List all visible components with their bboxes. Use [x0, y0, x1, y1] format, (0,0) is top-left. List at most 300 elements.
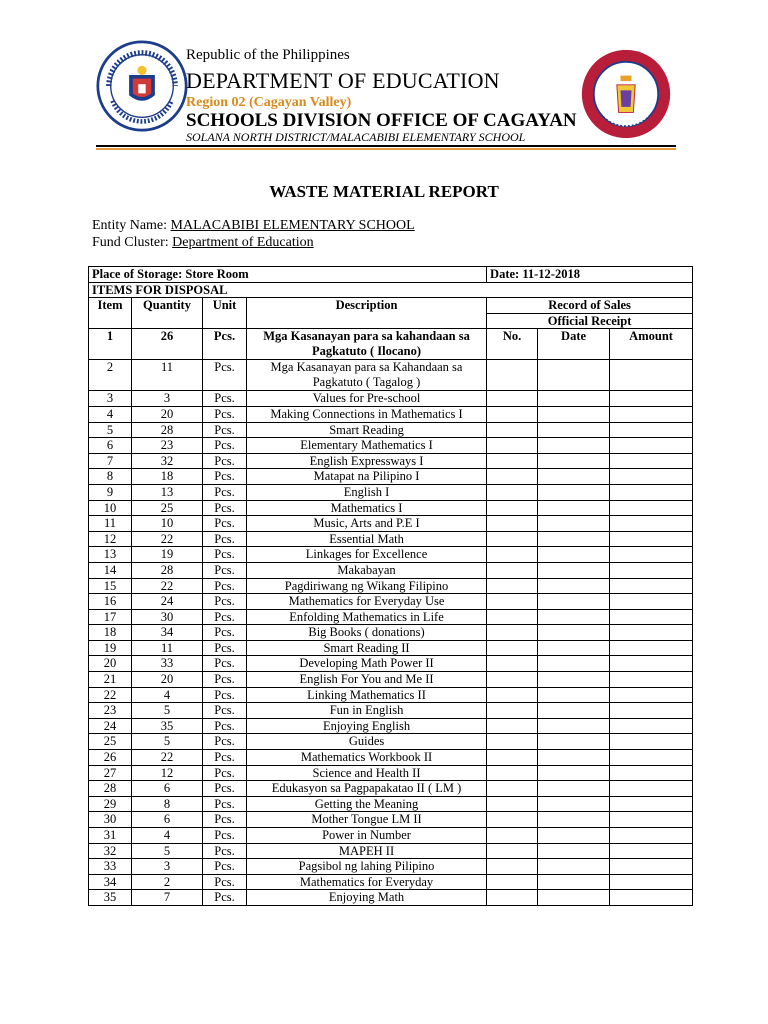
- item-description: Values for Pre-school: [247, 391, 487, 407]
- table-row: [89, 469, 693, 485]
- receipt-amount-cell: [610, 843, 693, 859]
- table-row: [89, 422, 693, 438]
- table-row: [89, 672, 693, 688]
- item-quantity: 4: [132, 687, 203, 703]
- item-unit: Pcs.: [203, 843, 247, 859]
- table-row: [89, 391, 693, 407]
- item-description: Fun in English: [247, 703, 487, 719]
- item-description: English Expressways I: [247, 453, 487, 469]
- receipt-no-cell: [487, 874, 538, 890]
- receipt-date-cell: [538, 562, 610, 578]
- receipt-amount-cell: [610, 890, 693, 906]
- fund-value: Department of Education: [172, 235, 314, 250]
- table-row: [89, 547, 693, 563]
- item-quantity: 3: [132, 859, 203, 875]
- item-quantity: 13: [132, 484, 203, 500]
- item-description: Power in Number: [247, 828, 487, 844]
- item-number: 9: [89, 484, 132, 500]
- item-quantity: 7: [132, 890, 203, 906]
- item-description: Smart Reading II: [247, 640, 487, 656]
- item-number: 29: [89, 796, 132, 812]
- receipt-no-cell: [487, 843, 538, 859]
- receipt-no-cell: [487, 360, 538, 391]
- receipt-no-cell: [487, 422, 538, 438]
- table-row: [89, 765, 693, 781]
- item-unit: Pcs.: [203, 329, 247, 360]
- receipt-no-cell: [487, 391, 538, 407]
- item-number: 24: [89, 718, 132, 734]
- receipt-amount-cell: [610, 453, 693, 469]
- receipt-date-cell: [538, 843, 610, 859]
- receipt-date-cell: [538, 812, 610, 828]
- table-row: [89, 609, 693, 625]
- item-unit: Pcs.: [203, 703, 247, 719]
- table-row: [89, 578, 693, 594]
- header-date: Date: [538, 329, 610, 360]
- item-quantity: 11: [132, 640, 203, 656]
- item-description: MAPEH II: [247, 843, 487, 859]
- item-quantity: 2: [132, 874, 203, 890]
- item-description: Elementary Mathematics I: [247, 438, 487, 454]
- header-amount: Amount: [610, 329, 693, 360]
- school-line: SOLANA NORTH DISTRICT/MALACABIBI ELEMENTARY SCHOOL: [186, 130, 526, 144]
- receipt-amount-cell: [610, 796, 693, 812]
- item-number: 14: [89, 562, 132, 578]
- item-description: Pagdiriwang ng Wikang Filipino: [247, 578, 487, 594]
- receipt-no-cell: [487, 718, 538, 734]
- item-unit: Pcs.: [203, 640, 247, 656]
- receipt-date-cell: [538, 406, 610, 422]
- receipt-no-cell: [487, 562, 538, 578]
- item-number: 2: [89, 360, 132, 391]
- table-row: [89, 750, 693, 766]
- item-unit: Pcs.: [203, 874, 247, 890]
- receipt-amount-cell: [610, 422, 693, 438]
- item-unit: Pcs.: [203, 718, 247, 734]
- fund-cluster: [92, 235, 314, 251]
- receipt-date-cell: [538, 828, 610, 844]
- item-description: Mother Tongue LM II: [247, 812, 487, 828]
- item-description: Mathematics Workbook II: [247, 750, 487, 766]
- receipt-date-cell: [538, 796, 610, 812]
- table-row: [89, 484, 693, 500]
- receipt-date-cell: [538, 609, 610, 625]
- item-unit: Pcs.: [203, 469, 247, 485]
- receipt-date-cell: [538, 734, 610, 750]
- receipt-amount-cell: [610, 687, 693, 703]
- table-row: [89, 531, 693, 547]
- item-number: 4: [89, 406, 132, 422]
- item-quantity: 8: [132, 796, 203, 812]
- table-row: [89, 406, 693, 422]
- item-description: Enjoying Math: [247, 890, 487, 906]
- item-unit: Pcs.: [203, 484, 247, 500]
- item-description: Mathematics I: [247, 500, 487, 516]
- item-description: Mathematics for Everyday: [247, 874, 487, 890]
- receipt-amount-cell: [610, 547, 693, 563]
- item-quantity: 34: [132, 625, 203, 641]
- item-description: Linking Mathematics II: [247, 687, 487, 703]
- receipt-amount-cell: [610, 640, 693, 656]
- receipt-no-cell: [487, 500, 538, 516]
- item-quantity: 18: [132, 469, 203, 485]
- receipt-date-cell: [538, 765, 610, 781]
- item-number: 11: [89, 516, 132, 532]
- receipt-date-cell: [538, 500, 610, 516]
- item-quantity: 20: [132, 406, 203, 422]
- receipt-no-cell: [487, 812, 538, 828]
- item-unit: Pcs.: [203, 531, 247, 547]
- item-description: Makabayan: [247, 562, 487, 578]
- item-unit: Pcs.: [203, 562, 247, 578]
- item-quantity: 19: [132, 547, 203, 563]
- table-row: [89, 703, 693, 719]
- item-number: 23: [89, 703, 132, 719]
- item-unit: Pcs.: [203, 781, 247, 797]
- item-quantity: 24: [132, 594, 203, 610]
- receipt-amount-cell: [610, 578, 693, 594]
- receipt-no-cell: [487, 765, 538, 781]
- table-row: [89, 781, 693, 797]
- table-row: [89, 516, 693, 532]
- item-unit: Pcs.: [203, 734, 247, 750]
- item-unit: Pcs.: [203, 656, 247, 672]
- receipt-date-cell: [538, 625, 610, 641]
- receipt-amount-cell: [610, 718, 693, 734]
- item-quantity: 6: [132, 781, 203, 797]
- receipt-no-cell: [487, 859, 538, 875]
- receipt-date-cell: [538, 453, 610, 469]
- item-description: Essential Math: [247, 531, 487, 547]
- receipt-no-cell: [487, 469, 538, 485]
- item-number: 10: [89, 500, 132, 516]
- item-number: 21: [89, 672, 132, 688]
- header-unit: Unit: [203, 298, 247, 329]
- receipt-no-cell: [487, 406, 538, 422]
- item-number: 7: [89, 453, 132, 469]
- item-number: 1: [89, 329, 132, 360]
- item-number: 6: [89, 438, 132, 454]
- report-date: Date: 11-12-2018: [487, 267, 693, 283]
- department-name: DEPARTMENT OF EDUCATION: [186, 68, 500, 93]
- item-quantity: 33: [132, 656, 203, 672]
- item-description: Pagsibol ng lahing Pilipino: [247, 859, 487, 875]
- receipt-date-cell: [538, 516, 610, 532]
- receipt-no-cell: [487, 516, 538, 532]
- item-quantity: 11: [132, 360, 203, 391]
- item-description: Linkages for Excellence: [247, 547, 487, 563]
- table-row: [89, 329, 693, 360]
- receipt-no-cell: [487, 687, 538, 703]
- receipt-date-cell: [538, 781, 610, 797]
- item-quantity: 4: [132, 828, 203, 844]
- item-quantity: 12: [132, 765, 203, 781]
- receipt-amount-cell: [610, 484, 693, 500]
- receipt-amount-cell: [610, 874, 693, 890]
- receipt-amount-cell: [610, 438, 693, 454]
- item-quantity: 10: [132, 516, 203, 532]
- item-quantity: 22: [132, 578, 203, 594]
- item-unit: Pcs.: [203, 438, 247, 454]
- item-number: 20: [89, 656, 132, 672]
- receipt-date-cell: [538, 687, 610, 703]
- receipt-amount-cell: [610, 531, 693, 547]
- receipt-date-cell: [538, 578, 610, 594]
- table-row: [89, 594, 693, 610]
- item-unit: Pcs.: [203, 796, 247, 812]
- receipt-date-cell: [538, 438, 610, 454]
- receipt-amount-cell: [610, 812, 693, 828]
- item-quantity: 28: [132, 422, 203, 438]
- receipt-amount-cell: [610, 859, 693, 875]
- report-title: WASTE MATERIAL REPORT: [269, 182, 499, 201]
- header-quantity: Quantity: [132, 298, 203, 329]
- table-row: [89, 360, 693, 391]
- item-unit: Pcs.: [203, 765, 247, 781]
- receipt-amount-cell: [610, 391, 693, 407]
- item-unit: Pcs.: [203, 687, 247, 703]
- item-quantity: 35: [132, 718, 203, 734]
- item-unit: Pcs.: [203, 500, 247, 516]
- item-description: Smart Reading: [247, 422, 487, 438]
- receipt-date-cell: [538, 890, 610, 906]
- item-unit: Pcs.: [203, 516, 247, 532]
- table-row: [89, 438, 693, 454]
- receipt-date-cell: [538, 718, 610, 734]
- item-description: Making Connections in Mathematics I: [247, 406, 487, 422]
- receipt-date-cell: [538, 531, 610, 547]
- item-number: 5: [89, 422, 132, 438]
- item-unit: Pcs.: [203, 422, 247, 438]
- header-rule: [96, 145, 676, 147]
- item-unit: Pcs.: [203, 406, 247, 422]
- items-for-disposal-label: ITEMS FOR DISPOSAL: [89, 282, 693, 298]
- receipt-amount-cell: [610, 625, 693, 641]
- item-quantity: 20: [132, 672, 203, 688]
- receipt-amount-cell: [610, 406, 693, 422]
- item-unit: Pcs.: [203, 547, 247, 563]
- receipt-date-cell: [538, 360, 610, 391]
- table-row: [89, 796, 693, 812]
- receipt-date-cell: [538, 859, 610, 875]
- item-quantity: 5: [132, 734, 203, 750]
- table-row: [89, 562, 693, 578]
- receipt-date-cell: [538, 391, 610, 407]
- receipt-amount-cell: [610, 516, 693, 532]
- item-number: 35: [89, 890, 132, 906]
- header-record-of-sales: Record of Sales: [487, 298, 693, 314]
- item-quantity: 23: [132, 438, 203, 454]
- receipt-date-cell: [538, 656, 610, 672]
- item-description: Mga Kasanayan para sa kahandaan sa Pagkatuto ( Ilocano): [247, 329, 487, 360]
- table-row: [89, 453, 693, 469]
- item-quantity: 5: [132, 843, 203, 859]
- receipt-amount-cell: [610, 765, 693, 781]
- item-description: Mathematics for Everyday Use: [247, 594, 487, 610]
- receipt-amount-cell: [610, 469, 693, 485]
- receipt-no-cell: [487, 796, 538, 812]
- region-line: Region 02 (Cagayan Valley): [186, 95, 352, 110]
- receipt-no-cell: [487, 703, 538, 719]
- receipt-amount-cell: [610, 562, 693, 578]
- table-row: [89, 874, 693, 890]
- entity-name: [92, 218, 415, 234]
- receipt-amount-cell: [610, 500, 693, 516]
- item-number: 27: [89, 765, 132, 781]
- item-unit: Pcs.: [203, 609, 247, 625]
- item-quantity: 6: [132, 812, 203, 828]
- item-quantity: 25: [132, 500, 203, 516]
- item-number: 18: [89, 625, 132, 641]
- item-number: 28: [89, 781, 132, 797]
- item-number: 13: [89, 547, 132, 563]
- receipt-date-cell: [538, 594, 610, 610]
- receipt-no-cell: [487, 547, 538, 563]
- receipt-no-cell: [487, 750, 538, 766]
- header-no: No.: [487, 329, 538, 360]
- item-number: 17: [89, 609, 132, 625]
- item-number: 26: [89, 750, 132, 766]
- receipt-amount-cell: [610, 828, 693, 844]
- receipt-date-cell: [538, 547, 610, 563]
- receipt-amount-cell: [610, 672, 693, 688]
- item-number: 31: [89, 828, 132, 844]
- entity-label: Entity Name:: [92, 218, 168, 233]
- item-description: Big Books ( donations): [247, 625, 487, 641]
- item-number: 32: [89, 843, 132, 859]
- receipt-no-cell: [487, 828, 538, 844]
- header-description: Description: [247, 298, 487, 329]
- deped-seal-icon: [96, 40, 188, 132]
- item-description: Science and Health II: [247, 765, 487, 781]
- item-unit: Pcs.: [203, 391, 247, 407]
- receipt-date-cell: [538, 703, 610, 719]
- item-number: 19: [89, 640, 132, 656]
- item-number: 16: [89, 594, 132, 610]
- item-number: 15: [89, 578, 132, 594]
- receipt-no-cell: [487, 890, 538, 906]
- receipt-no-cell: [487, 438, 538, 454]
- item-description: English I: [247, 484, 487, 500]
- item-description: Getting the Meaning: [247, 796, 487, 812]
- receipt-no-cell: [487, 656, 538, 672]
- receipt-date-cell: [538, 640, 610, 656]
- receipt-no-cell: [487, 625, 538, 641]
- entity-value: MALACABIBI ELEMENTARY SCHOOL: [170, 218, 415, 233]
- item-unit: Pcs.: [203, 812, 247, 828]
- item-number: 30: [89, 812, 132, 828]
- republic-line: Republic of the Philippines: [186, 47, 350, 63]
- item-unit: Pcs.: [203, 890, 247, 906]
- receipt-amount-cell: [610, 703, 693, 719]
- division-seal-icon: [580, 48, 672, 140]
- item-number: 22: [89, 687, 132, 703]
- item-unit: Pcs.: [203, 625, 247, 641]
- receipt-no-cell: [487, 609, 538, 625]
- waste-material-table: [88, 266, 693, 906]
- item-quantity: 22: [132, 750, 203, 766]
- receipt-amount-cell: [610, 781, 693, 797]
- table-row: [89, 734, 693, 750]
- item-description: Mga Kasanayan para sa Kahandaan sa Pagkatuto ( Tagalog ): [247, 360, 487, 391]
- table-row: [89, 640, 693, 656]
- receipt-date-cell: [538, 750, 610, 766]
- table-row: [89, 656, 693, 672]
- item-quantity: 32: [132, 453, 203, 469]
- table-row: [89, 500, 693, 516]
- item-number: 3: [89, 391, 132, 407]
- item-number: 34: [89, 874, 132, 890]
- item-description: Enjoying English: [247, 718, 487, 734]
- item-description: Music, Arts and P.E I: [247, 516, 487, 532]
- table-row: [89, 625, 693, 641]
- item-unit: Pcs.: [203, 672, 247, 688]
- item-quantity: 30: [132, 609, 203, 625]
- fund-label: Fund Cluster:: [92, 235, 169, 250]
- receipt-amount-cell: [610, 734, 693, 750]
- table-row: [89, 890, 693, 906]
- item-number: 12: [89, 531, 132, 547]
- receipt-date-cell: [538, 672, 610, 688]
- item-number: 8: [89, 469, 132, 485]
- table-row: [89, 718, 693, 734]
- item-description: Edukasyon sa Pagpapakatao II ( LM ): [247, 781, 487, 797]
- item-description: Guides: [247, 734, 487, 750]
- receipt-no-cell: [487, 578, 538, 594]
- table-row: [89, 687, 693, 703]
- item-unit: Pcs.: [203, 453, 247, 469]
- table-row: [89, 843, 693, 859]
- item-number: 25: [89, 734, 132, 750]
- item-description: Matapat na Pilipino I: [247, 469, 487, 485]
- division-office-name: SCHOOLS DIVISION OFFICE OF CAGAYAN: [186, 110, 577, 131]
- header-item: Item: [89, 298, 132, 329]
- item-description: English For You and Me II: [247, 672, 487, 688]
- receipt-date-cell: [538, 484, 610, 500]
- item-number: 33: [89, 859, 132, 875]
- item-description: Enfolding Mathematics in Life: [247, 609, 487, 625]
- item-unit: Pcs.: [203, 578, 247, 594]
- receipt-amount-cell: [610, 750, 693, 766]
- item-quantity: 3: [132, 391, 203, 407]
- receipt-date-cell: [538, 874, 610, 890]
- receipt-no-cell: [487, 484, 538, 500]
- item-unit: Pcs.: [203, 828, 247, 844]
- receipt-no-cell: [487, 672, 538, 688]
- header-rule-accent: [96, 148, 676, 150]
- table-row: [89, 828, 693, 844]
- receipt-no-cell: [487, 640, 538, 656]
- receipt-no-cell: [487, 594, 538, 610]
- receipt-date-cell: [538, 469, 610, 485]
- receipt-no-cell: [487, 531, 538, 547]
- item-quantity: 28: [132, 562, 203, 578]
- header-official-receipt: Official Receipt: [487, 313, 693, 329]
- table-row: [89, 859, 693, 875]
- receipt-no-cell: [487, 781, 538, 797]
- item-unit: Pcs.: [203, 594, 247, 610]
- receipt-date-cell: [538, 422, 610, 438]
- receipt-amount-cell: [610, 360, 693, 391]
- item-unit: Pcs.: [203, 750, 247, 766]
- table-row: [89, 812, 693, 828]
- item-description: Developing Math Power II: [247, 656, 487, 672]
- receipt-no-cell: [487, 453, 538, 469]
- receipt-amount-cell: [610, 594, 693, 610]
- receipt-amount-cell: [610, 609, 693, 625]
- receipt-no-cell: [487, 734, 538, 750]
- item-quantity: 5: [132, 703, 203, 719]
